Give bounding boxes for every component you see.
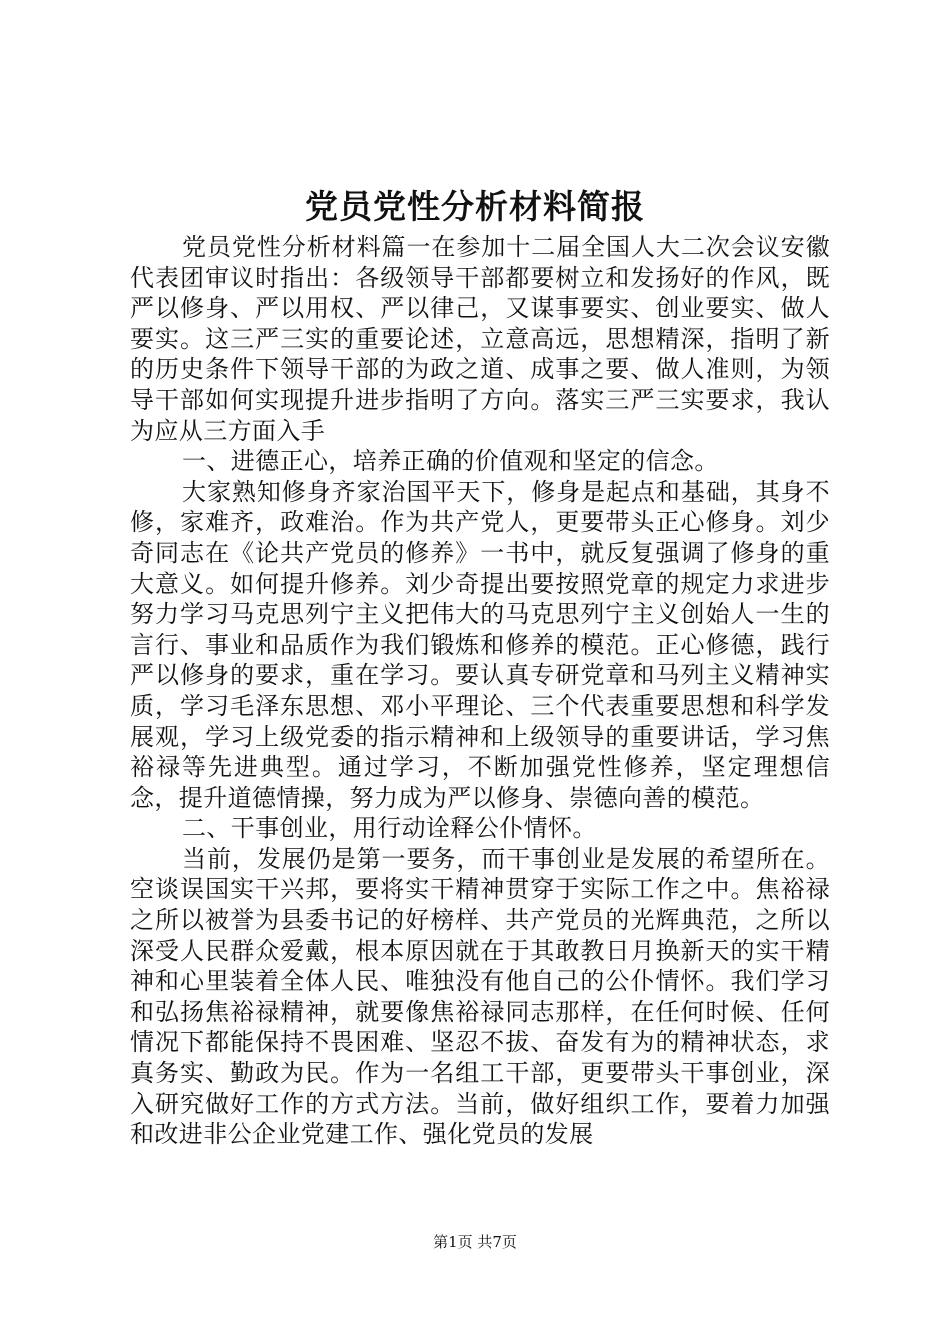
paragraph-section-2: 当前，发展仍是第一要务，而干事创业是发展的希望所在。空谈误国实干兴邦，要将实干精神贯穿于实际工作之中。焦裕禄之所以被誉为县委书记的好榜样、共产党员的光辉典范，之所以深受人民群众爱戴，根本原因就在于其敢教日月换新天的实干精神和心里装着全体人民、唯独没有他自己的公仆情怀。我们学习和弘扬焦裕禄精神，就要像焦裕禄同志那样，在任何时候、任何情况下都能保持不畏困难、坚忍不拔、奋发有为的精神状态，求真务实、勤政为民。作为一名组工干部，更要带头干事创业，深入研究做好工作的方式方法。当前，做好组织工作，要着力加强和改进非公企业党建工作、强化党员的发展 <box>130 844 830 1149</box>
section-heading-2: 二、干事创业，用行动诠释公仆情怀。 <box>182 814 597 843</box>
section-heading-1: 一、进德正心，培养正确的价值观和坚定的信念。 <box>182 447 719 476</box>
document-title: 党员党性分析材料简报 <box>305 187 645 226</box>
paragraph-section-1: 大家熟知修身齐家治国平天下，修身是起点和基础，其身不修，家难齐，政难治。作为共产党人，更要带头正心修身。刘少奇同志在《论共产党员的修养》一书中，就反复强调了修身的重大意义。如何提升修养。刘少奇提出要按照党章的规定力求进步努力学习马克思列宁主义把伟大的马克思列宁主义创始人一生的言行、事业和品质作为我们锻炼和修养的模范。正心修德，践行严以修身的要求，重在学习。要认真专研党章和马列主义精神实质，学习毛泽东思想、邓小平理论、三个代表重要思想和科学发展观，学习上级党委的指示精神和上级领导的重要讲话，学习焦裕禄等先进典型。通过学习，不断加强党性修养，坚定理想信念，提升道德情操，努力成为严以修身、崇德向善的模范。 <box>130 477 830 812</box>
paragraph-intro: 党员党性分析材料篇一在参加十二届全国人大二次会议安徽代表团审议时指出：各级领导干部都要树立和发扬好的作风，既严以修身、严以用权、严以律己，又谋事要实、创业要实、做人要实。这三严三实的重要论述，立意高远，思想精深，指明了新的历史条件下领导干部的为政之道、成事之要、做人准则，为领导干部如何实现提升进步指明了方向。落实三严三实要求，我认为应从三方面入手 <box>130 233 830 445</box>
page-number-footer: 第1页 共7页 <box>433 1233 517 1251</box>
document-body <box>130 232 830 1150</box>
